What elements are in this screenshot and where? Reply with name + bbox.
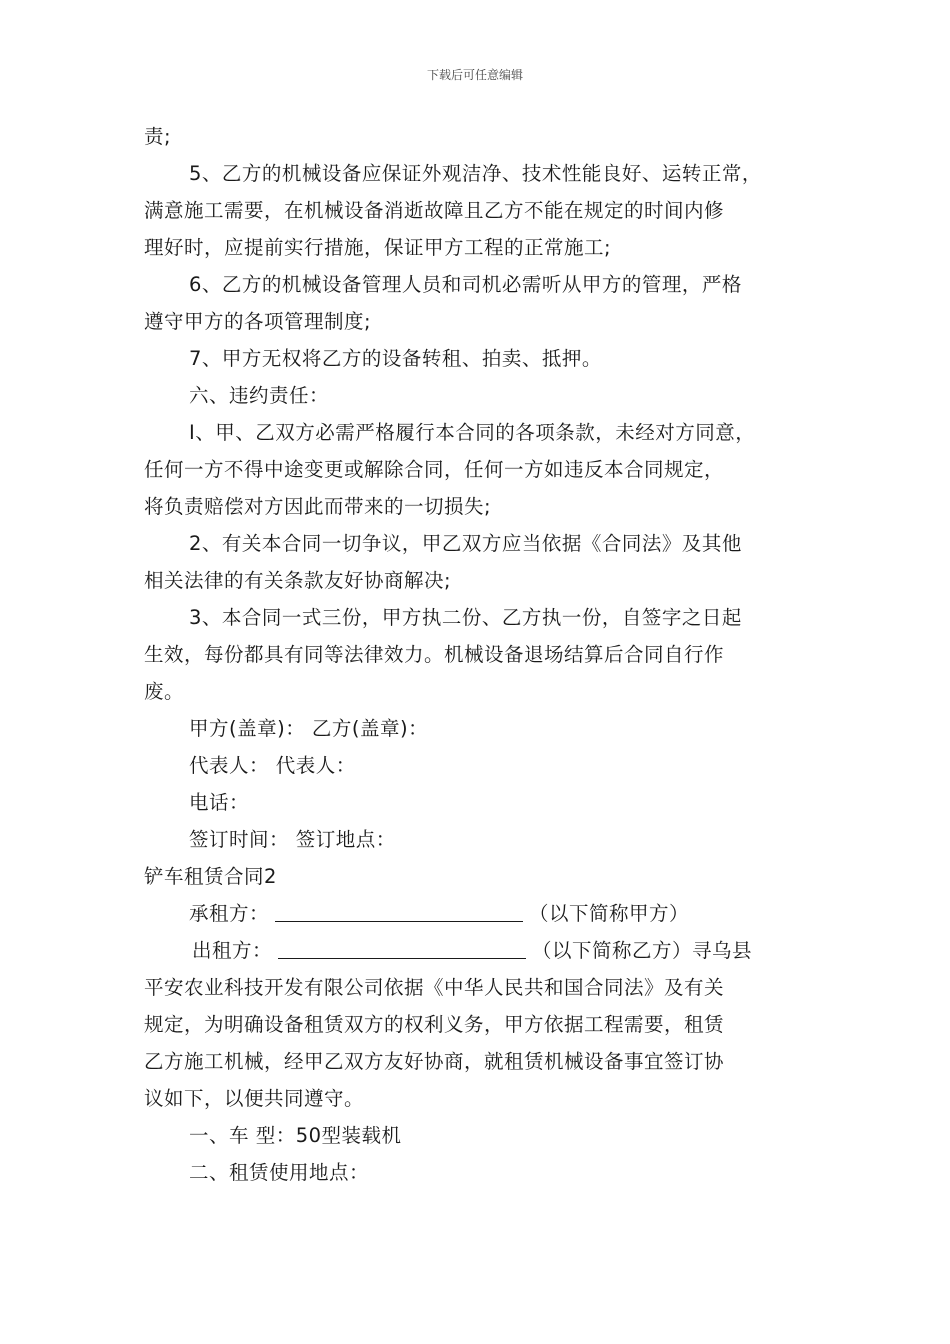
signature-party-seal: 甲方(盖章)： 乙方(盖章)： [189, 717, 429, 740]
vehicle-type: 一、车 型：50型装载机 [189, 1124, 402, 1147]
text-line: 责; [144, 125, 172, 148]
clause-6: 6、乙方的机械设备管理人员和司机必需听从甲方的管理，严格 [189, 273, 742, 296]
section-heading-breach: 六、违约责任： [189, 384, 330, 407]
rental-location: 二、租赁使用地点： [189, 1161, 370, 1184]
clause-7: 7、甲方无权将乙方的设备转租、拍卖、抵押。 [189, 347, 602, 370]
contract-body [144, 118, 820, 1191]
clause-5: 5、乙方的机械设备应保证外观洁净、技术性能良好、运转正常， [189, 162, 762, 185]
text-line: 平安农业科技开发有限公司依据《中华人民共和国合同法》及有关 [144, 976, 725, 999]
signature-date-place: 签订时间： 签订地点： [189, 828, 396, 851]
signature-phone: 电话： [189, 791, 250, 814]
breach-clause-1: I、甲、乙双方必需严格履行本合同的各项条款，未经对方同意， [189, 421, 756, 444]
text-line: 遵守甲方的各项管理制度; [144, 310, 372, 333]
text-line: 理好时，应提前实行措施，保证甲方工程的正常施工; [144, 236, 612, 259]
lessee-line [144, 895, 820, 932]
text-line: 废。 [144, 680, 185, 703]
lessor-suffix: （以下简称乙方）寻乌县 [532, 939, 753, 962]
text-line: 规定，为明确设备租赁双方的权利义务，甲方依据工程需要，租赁 [144, 1013, 725, 1036]
text-line: 满意施工需要，在机械设备消逝故障且乙方不能在规定的时间内修 [144, 199, 725, 222]
signature-representative: 代表人： 代表人： [189, 754, 356, 777]
breach-clause-3: 3、本合同一式三份，甲方执二份、乙方执一份，自签字之日起 [189, 606, 742, 629]
text-line: 议如下，以便共同遵守。 [144, 1087, 365, 1110]
lessee-suffix: （以下简称甲方） [529, 902, 690, 925]
lessor-label: 出租方： [192, 939, 273, 962]
lessor-line [144, 932, 820, 969]
text-line: 任何一方不得中途变更或解除合同，任何一方如违反本合同规定， [144, 458, 725, 481]
text-line: 生效，每份都具有同等法律效力。机械设备退场结算后合同自行作 [144, 643, 725, 666]
text-line: 乙方施工机械，经甲乙双方友好协商，就租赁机械设备事宜签订协 [144, 1050, 725, 1073]
lessee-blank[interactable] [275, 899, 523, 922]
lessor-blank[interactable] [278, 936, 526, 959]
lessee-label: 承租方： [189, 902, 270, 925]
contract-2-title: 铲车租赁合同2 [144, 865, 277, 888]
page-header-note: 下载后可任意编辑 [426, 68, 523, 82]
breach-clause-2: 2、有关本合同一切争议，甲乙双方应当依据《合同法》及其他 [189, 532, 742, 555]
text-line: 相关法律的有关条款友好协商解决; [144, 569, 452, 592]
text-line: 将负责赔偿对方因此而带来的一切损失; [144, 495, 492, 518]
